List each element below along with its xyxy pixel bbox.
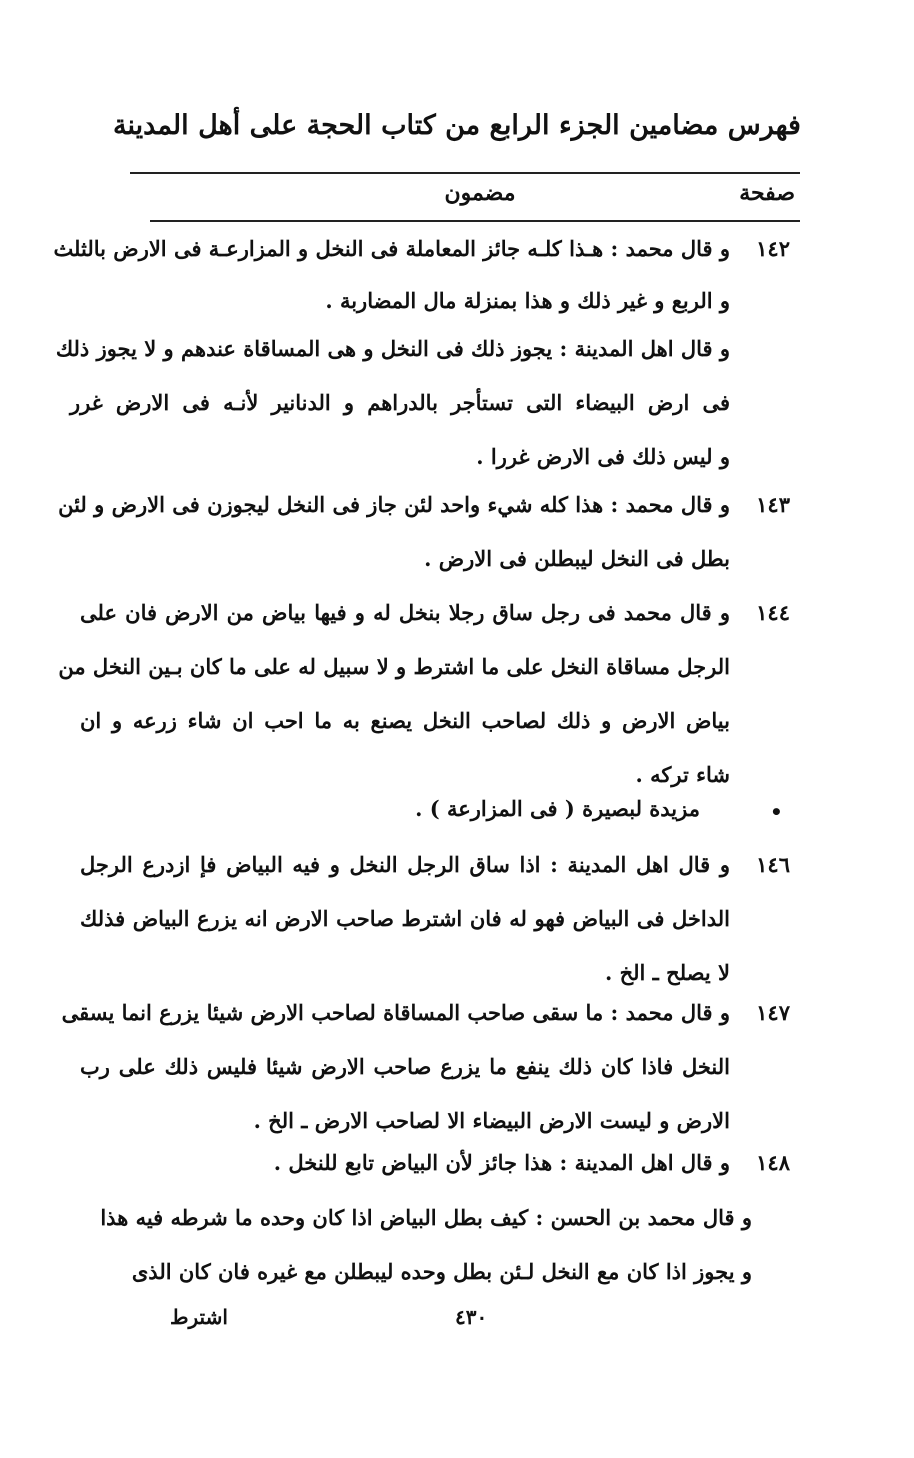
index-entry <box>130 1150 790 1194</box>
entry-text-line: لا يصلح ـ الخ . <box>604 960 730 985</box>
entry-page-number: ١٤٢ <box>756 236 790 261</box>
page-title: فهرس مضامين الجزء الرابع من كتاب الحجة على أهل المدينة <box>113 110 801 141</box>
entry-text-line: و يجوز اذا كان مع النخل لـئن بطل وحده ليبطلن مع غيره فان كان الذى <box>131 1259 752 1284</box>
entry-text-line: و قال محمد : هذا كله شيء واحد لئن جاز فى النخل ليجوزن فى الارض و لئن <box>58 492 730 517</box>
header-rule-bottom <box>150 220 800 222</box>
entry-page-number: ١٤٦ <box>756 852 790 877</box>
bullet-marker: • <box>770 800 783 824</box>
entry-text-line: و قال محمد فى رجل ساق رجلا بنخل له و فيها بياض من الارض فان على <box>80 600 730 625</box>
catchword: اشترط <box>170 1305 228 1329</box>
entry-text-line: و ليس ذلك فى الارض غررا . <box>476 444 730 469</box>
entry-text-line: مزيدة لبصيرة ( فى المزارعة ) . <box>415 796 700 821</box>
entry-text-line: الداخل فى البياض فهو له فان اشترط صاحب الارض انه يزرع البياض فذلك <box>80 906 730 931</box>
entry-page-number: ١٤٤ <box>756 600 790 625</box>
index-entry <box>53 236 790 332</box>
entry-text-line: و قال محمد : ما سقى صاحب المساقاة لصاحب الارض شيئا يزرع انما يسقى <box>61 1000 730 1025</box>
entry-text-line: بطل فى النخل ليبطلن فى الارض . <box>424 546 730 571</box>
entry-text-line: شاء تركه . <box>635 762 730 787</box>
entry-text-line: بياض الارض و ذلك لصاحب النخل يصنع به ما احب ان شاء زرعه و ان <box>80 708 730 733</box>
entry-text-line: الرجل مساقاة النخل على ما اشترط و لا سبيل له على ما كان بـين النخل من <box>58 654 730 679</box>
index-entry <box>80 852 790 1004</box>
page-number: ٤٣٠ <box>455 1305 488 1329</box>
entry-page-number: ١٤٧ <box>756 1000 790 1025</box>
entry-page-number: ١٤٨ <box>756 1150 790 1175</box>
index-entry <box>55 336 790 488</box>
column-header-page: صفحة <box>739 180 795 206</box>
entry-text-line: و قال اهل المدينة : اذا ساق الرجل النخل و فيه البياض فإ ازدرع الرجل <box>80 852 730 877</box>
entry-text-line: و قال محمد بن الحسن : كيف بطل البياض اذا كان وحده ما شرطه فيه هذا <box>100 1205 752 1230</box>
entry-text-line: فى ارض البيضاء التى تستأجر بالدراهم و الدنانير لأنـه فى الارض غرر <box>70 390 730 415</box>
index-entry <box>58 600 790 806</box>
entry-text-line: الارض و ليست الارض البيضاء الا لصاحب الارض ـ الخ . <box>253 1108 730 1133</box>
entry-text-line: و قال اهل المدينة : هذا جائز لأن البياض تابع للنخل . <box>273 1150 730 1175</box>
index-entry <box>58 492 790 590</box>
index-entry <box>61 1000 790 1152</box>
entry-text-line: و الربع و غير ذلك و هذا بمنزلة مال المضاربة . <box>325 288 730 313</box>
entry-text-line: و قال محمد : هـذا كلـه جائز المعاملة فى النخل و المزارعـة فى الارض بالثلث <box>53 236 730 261</box>
index-entry <box>100 1205 790 1303</box>
header-rule-top <box>130 172 800 174</box>
entry-page-number: ١٤٣ <box>756 492 790 517</box>
entry-text-line: و قال اهل المدينة : يجوز ذلك فى النخل و هى المساقاة عندهم و لا يجوز ذلك <box>55 336 730 361</box>
entry-text-line: النخل فاذا كان ذلك ينفع ما يزرع صاحب الارض شيئا فليس ذلك على رب <box>80 1054 730 1079</box>
index-entry <box>130 796 790 840</box>
column-header-content: مضمون <box>444 180 516 206</box>
